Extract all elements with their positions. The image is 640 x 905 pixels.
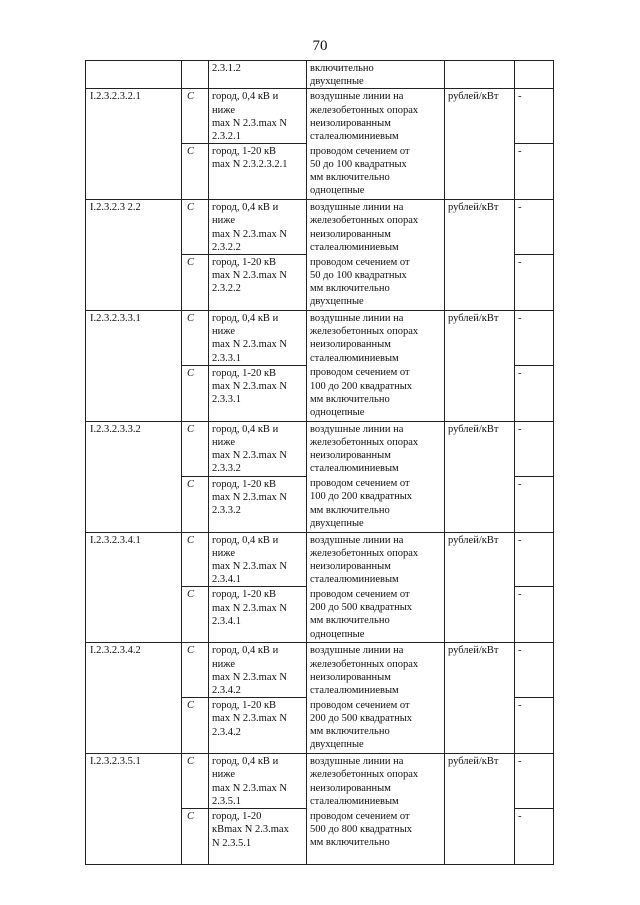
condition-text: 2.3.1.2 [212, 63, 241, 74]
description-text: воздушные линии на железобетонных опорах неизолированным сталеалюминиевым [310, 645, 419, 697]
description-text: воздушные линии на железобетонных опорах неизолированным сталеалюминиевым [310, 756, 419, 807]
row-value: - [515, 200, 554, 255]
page-number: 70 [312, 38, 328, 54]
row-condition [209, 809, 307, 865]
condition-text: город, 0,4 кВ и ниже max N 2.3.max N 2.3.3.1 [212, 313, 287, 364]
row-value: - [515, 698, 554, 754]
row-mark: С [182, 698, 209, 754]
row-mark: С [182, 643, 209, 698]
condition-text: город, 1-20 кВ max N 2.3.max N 2.3.3.2 [212, 478, 287, 517]
table-body [86, 61, 554, 865]
row-unit: рублей/кВт [445, 754, 515, 865]
row-value: - [515, 754, 554, 809]
row-value: - [515, 809, 554, 865]
table-row [86, 89, 554, 144]
condition-text: город, 1-20 кВ max N 2.3.2.3.2.1 [212, 146, 288, 171]
row-value: - [515, 89, 554, 144]
row-value: - [515, 255, 554, 311]
row-condition [209, 754, 307, 809]
description-text: воздушные линии на железобетонных опорах неизолированным сталеалюминиевым [310, 423, 419, 475]
description-text: проводом сечением от 200 до 500 квадратных мм включительно двухцепные [310, 699, 413, 751]
row-unit: рублей/кВт [445, 89, 515, 200]
row-mark: С [182, 255, 209, 311]
row-value: - [515, 144, 554, 200]
row-value: - [515, 365, 554, 421]
condition-text: город, 1-20 кВmax N 2.3.max N 2.3.5.1 [212, 811, 289, 849]
row-mark: С [182, 587, 209, 643]
row-code: I.2.3.2.3.4.2 [86, 643, 182, 754]
row-value: - [515, 587, 554, 643]
condition-text: город, 0,4 кВ и ниже max N 2.3.max N 2.3.2.1 [212, 91, 287, 143]
row-description [307, 476, 445, 532]
row-description [307, 200, 445, 255]
row-unit: рублей/кВт [445, 311, 515, 422]
row-code [86, 61, 182, 89]
row-value [515, 61, 554, 89]
table-row [86, 61, 554, 89]
row-mark: С [182, 809, 209, 865]
row-condition [209, 61, 307, 89]
row-mark [182, 61, 209, 89]
table-row [86, 421, 554, 476]
row-condition [209, 311, 307, 366]
row-value: - [515, 476, 554, 532]
description-text: включительно двухцепные [310, 63, 374, 88]
table-row [86, 643, 554, 698]
row-condition [209, 89, 307, 144]
row-mark: С [182, 311, 209, 366]
row-value: - [515, 532, 554, 587]
row-mark: С [182, 89, 209, 144]
row-value: - [515, 311, 554, 366]
table-row [86, 532, 554, 587]
row-description [307, 698, 445, 754]
row-description [307, 255, 445, 311]
row-condition [209, 365, 307, 421]
row-unit [445, 61, 515, 89]
row-condition [209, 144, 307, 200]
description-text: воздушные линии на железобетонных опорах неизолированным сталеалюминиевым [310, 534, 419, 586]
row-unit: рублей/кВт [445, 532, 515, 643]
row-description [307, 754, 445, 809]
condition-text: город, 0,4 кВ и ниже max N 2.3.max N 2.3.2.2 [212, 202, 287, 253]
row-code: I.2.3.2.3.4.1 [86, 532, 182, 643]
table-row [86, 200, 554, 255]
description-text: проводом сечением от 50 до 100 квадратных мм включительно двухцепные [310, 256, 410, 308]
row-description [307, 643, 445, 698]
condition-text: город, 0,4 кВ и ниже max N 2.3.max N 2.3.4.1 [212, 534, 287, 586]
row-mark: С [182, 200, 209, 255]
row-code: I.2.3.2.3.3.1 [86, 311, 182, 422]
row-description [307, 89, 445, 144]
condition-text: город, 1-20 кВ max N 2.3.max N 2.3.4.1 [212, 589, 287, 627]
description-text: воздушные линии на железобетонных опорах неизолированным сталеалюминиевым [310, 91, 419, 143]
description-text: проводом сечением от 100 до 200 квадратных мм включительно двухцепные [310, 478, 413, 529]
row-mark: С [182, 144, 209, 200]
row-description [307, 532, 445, 587]
condition-text: город, 1-20 кВ max N 2.3.max N 2.3.3.1 [212, 367, 287, 406]
row-code: I.2.3.2.3.2.1 [86, 89, 182, 200]
row-condition [209, 587, 307, 643]
description-text: проводом сечением от 500 до 800 квадратных мм включительно [310, 810, 413, 848]
row-value: - [515, 643, 554, 698]
description-text: проводом сечением от 50 до 100 квадратных мм включительно одноцепные [310, 145, 410, 197]
row-mark: С [182, 421, 209, 476]
row-mark: С [182, 532, 209, 587]
row-description [307, 421, 445, 476]
row-condition [209, 476, 307, 532]
row-unit: рублей/кВт [445, 421, 515, 532]
row-unit: рублей/кВт [445, 643, 515, 754]
row-description [307, 809, 445, 865]
row-code: I.2.3.2.3 2.2 [86, 200, 182, 311]
table-row [86, 311, 554, 366]
row-mark: С [182, 476, 209, 532]
row-description [307, 144, 445, 200]
row-condition [209, 421, 307, 476]
row-code: I.2.3.2.3.5.1 [86, 754, 182, 865]
condition-text: город, 0,4 кВ и ниже max N 2.3.max N 2.3.5.1 [212, 756, 287, 807]
condition-text: город, 0,4 кВ и ниже max N 2.3.max N 2.3.4.2 [212, 645, 287, 697]
row-condition [209, 255, 307, 311]
row-description [307, 311, 445, 366]
row-description [307, 587, 445, 643]
row-description [307, 61, 445, 89]
table-row [86, 754, 554, 809]
condition-text: город, 0,4 кВ и ниже max N 2.3.max N 2.3.3.2 [212, 423, 287, 475]
condition-text: город, 1-20 кВ max N 2.3.max N 2.3.4.2 [212, 700, 287, 738]
description-text: воздушные линии на железобетонных опорах неизолированным сталеалюминиевым [310, 313, 419, 364]
row-mark: С [182, 754, 209, 809]
condition-text: город, 1-20 кВ max N 2.3.max N 2.3.2.2 [212, 257, 287, 295]
row-value: - [515, 421, 554, 476]
row-condition [209, 698, 307, 754]
row-condition [209, 532, 307, 587]
row-code: I.2.3.2.3.3.2 [86, 421, 182, 532]
row-condition [209, 643, 307, 698]
row-unit: рублей/кВт [445, 200, 515, 311]
row-description [307, 365, 445, 421]
row-condition [209, 200, 307, 255]
description-text: воздушные линии на железобетонных опорах неизолированным сталеалюминиевым [310, 202, 419, 253]
row-mark: С [182, 365, 209, 421]
tariff-table [85, 60, 554, 865]
description-text: проводом сечением от 100 до 200 квадратных мм включительно одноцепные [310, 367, 413, 418]
description-text: проводом сечением от 200 до 500 квадратных мм включительно одноцепные [310, 588, 413, 640]
